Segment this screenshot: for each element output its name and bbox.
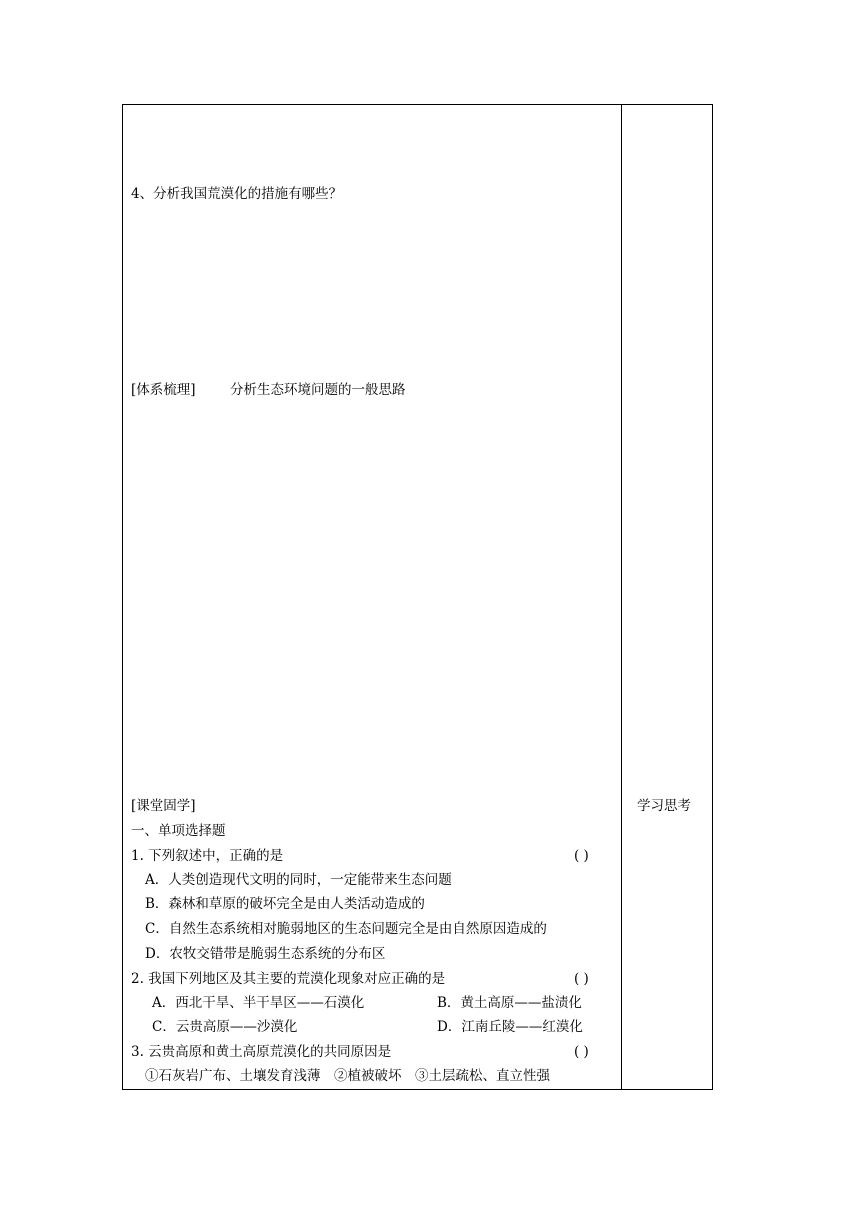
- q3-answer-blank: ( ): [574, 1044, 589, 1060]
- q2-option-a: A．西北干旱、半干旱区——石漠化: [152, 995, 365, 1011]
- q1-option-d: D．农牧交错带是脆弱生态系统的分布区: [145, 946, 386, 962]
- practice-heading: [课堂固学]: [131, 798, 196, 814]
- q3-options-line: ①石灰岩广布、土壤发育浅薄 ②植被破坏 ③土层疏松、直立性强: [145, 1068, 550, 1084]
- q2-option-d: D．江南丘陵——红漠化: [437, 1019, 583, 1035]
- q3-stem: 3. 云贵高原和黄土高原荒漠化的共同原因是: [131, 1044, 392, 1060]
- section-title: 一、单项选择题: [131, 823, 226, 839]
- system-heading: [体系梳理]: [131, 382, 196, 398]
- q1-stem: 1. 下列叙述中，正确的是: [131, 848, 284, 864]
- question-4: 4、分析我国荒漠化的措施有哪些？: [131, 186, 343, 202]
- q2-stem: 2. 我国下列地区及其主要的荒漠化现象对应正确的是: [131, 971, 446, 987]
- q1-option-c: C．自然生态系统相对脆弱地区的生态问题完全是由自然原因造成的: [145, 921, 547, 937]
- side-label: 学习思考: [637, 798, 691, 814]
- q1-option-a: A．人类创造现代文明的同时，一定能带来生态问题: [145, 872, 452, 888]
- column-divider: [621, 104, 622, 1090]
- q2-option-b: B．黄土高原——盐渍化: [437, 995, 582, 1011]
- q2-answer-blank: ( ): [574, 971, 589, 987]
- q1-answer-blank: ( ): [574, 848, 589, 864]
- system-title: 分析生态环境问题的一般思路: [230, 382, 406, 398]
- q1-option-b: B．森林和草原的破坏完全是由人类活动造成的: [145, 896, 425, 912]
- q2-option-c: C．云贵高原——沙漠化: [152, 1019, 298, 1035]
- worksheet-table: [122, 104, 713, 1090]
